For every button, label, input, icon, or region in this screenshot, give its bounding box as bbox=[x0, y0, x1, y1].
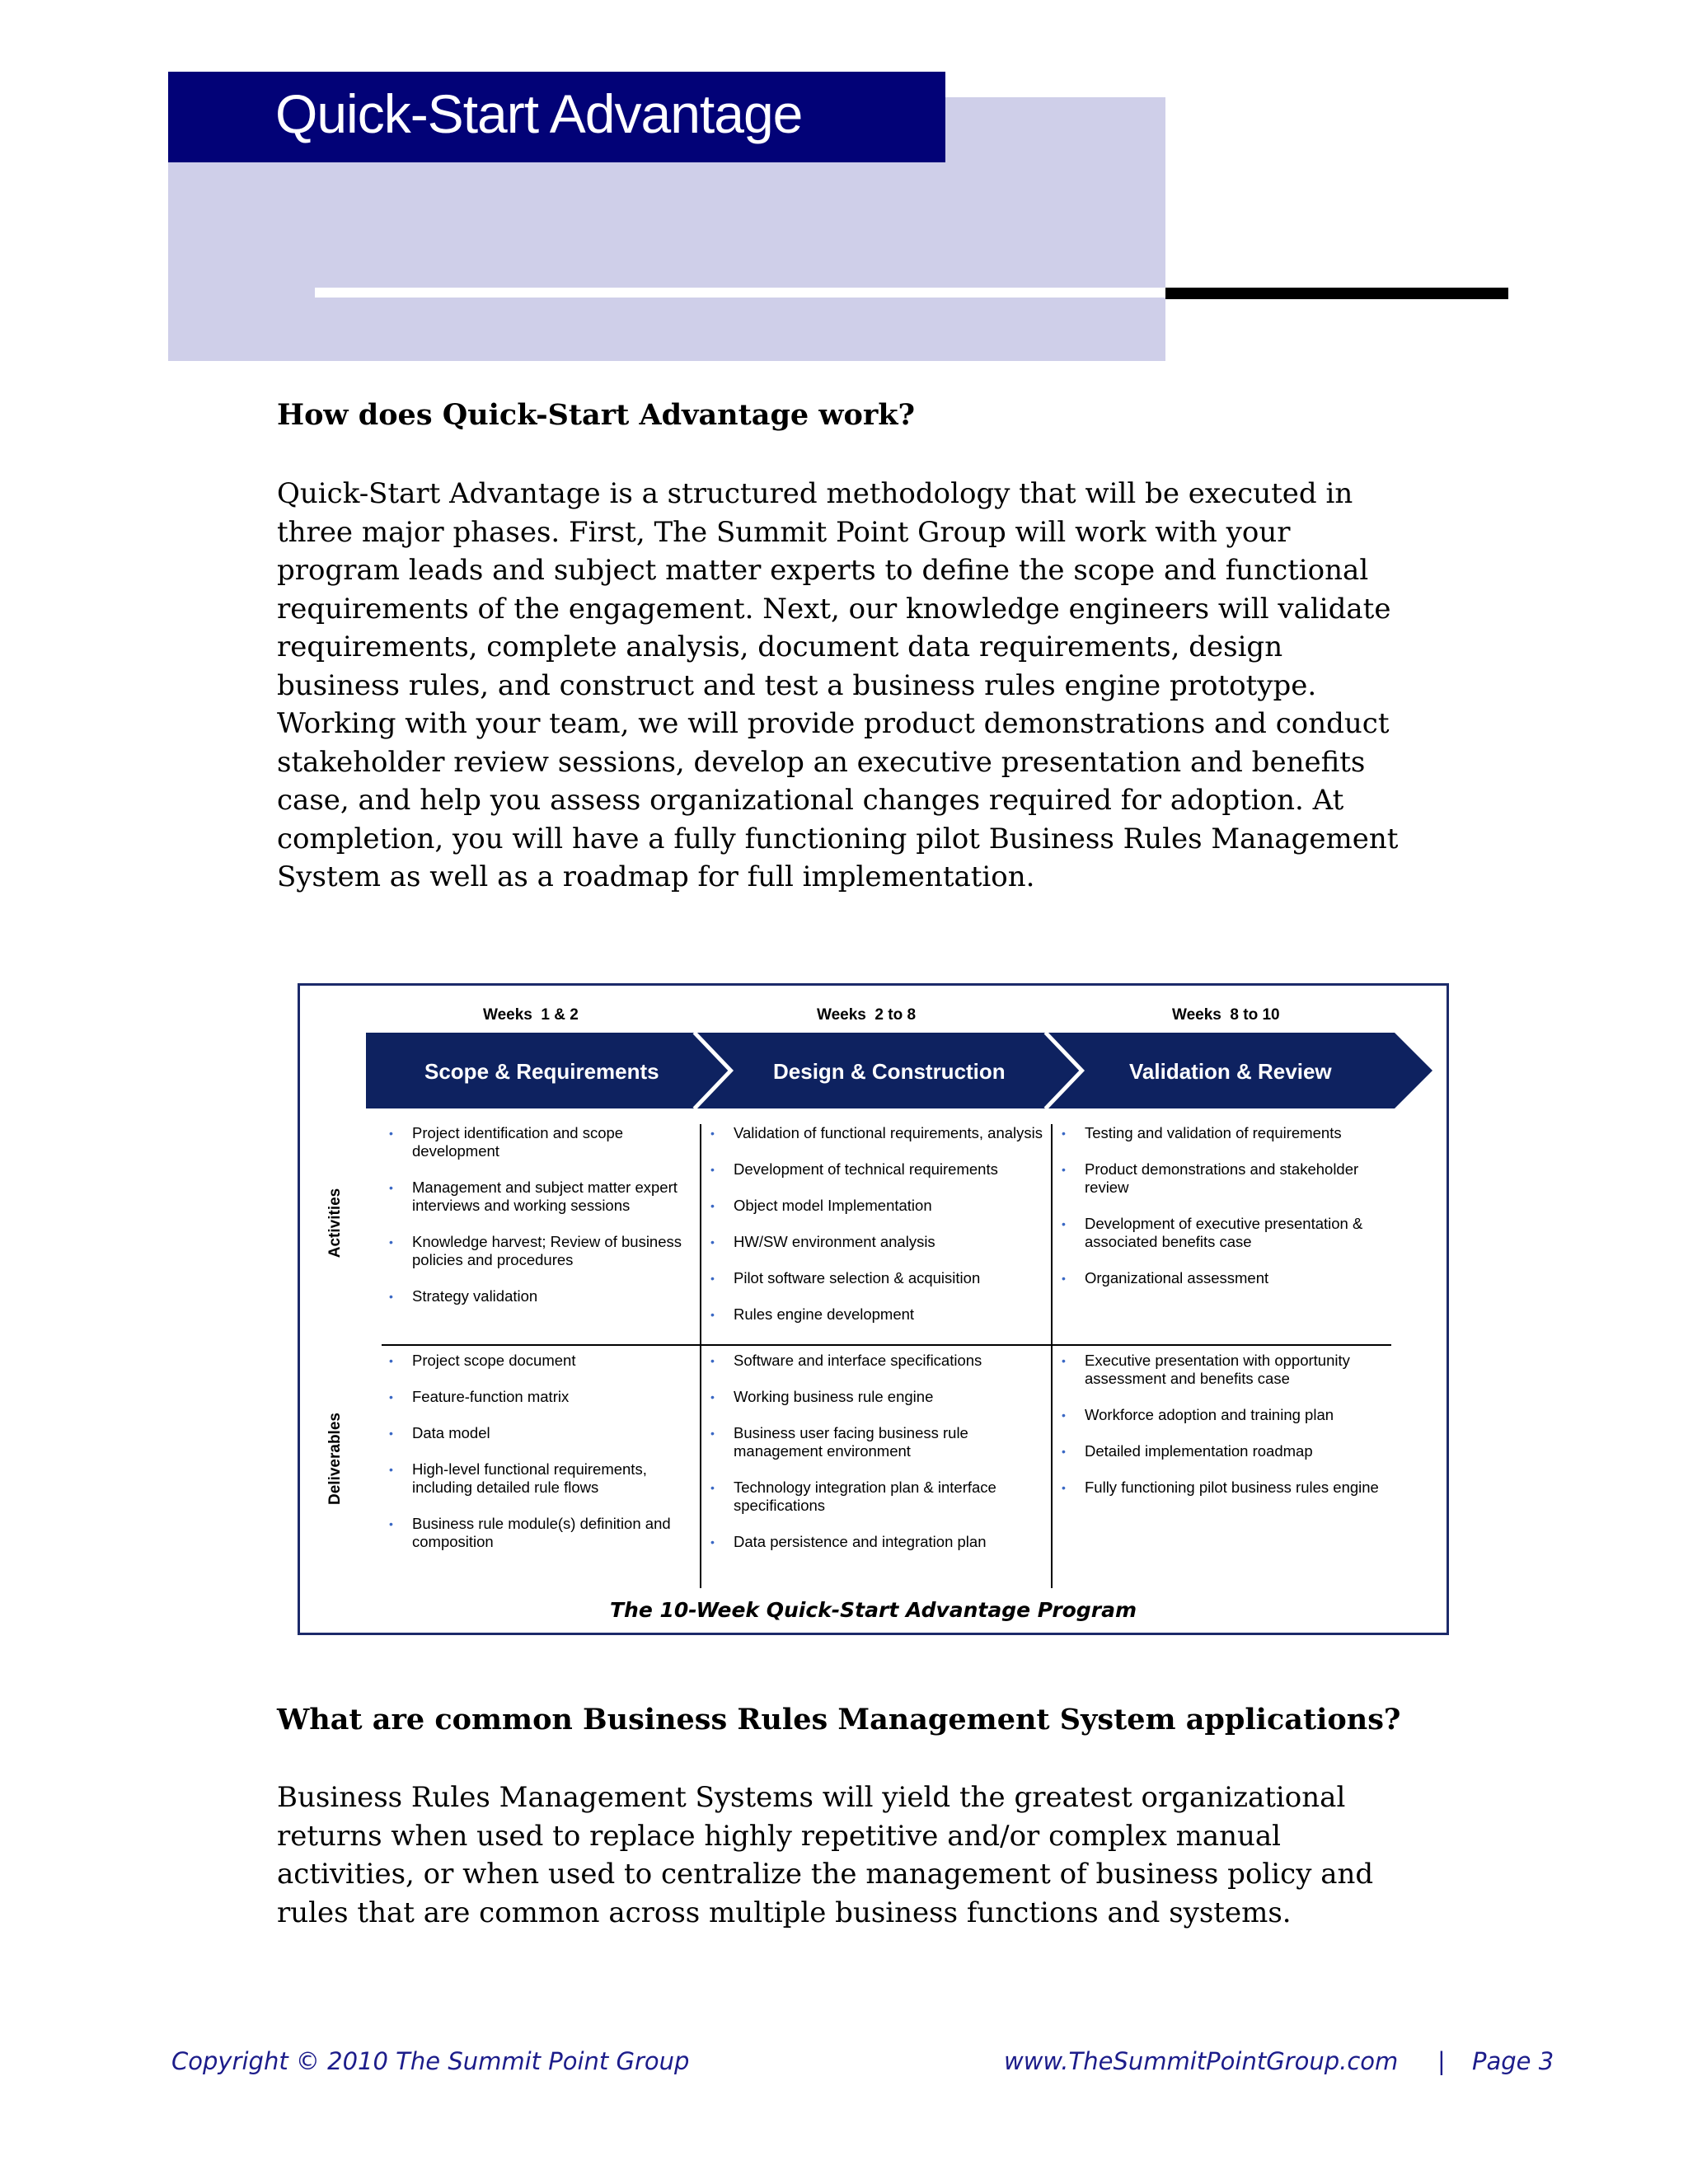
phase-label-design: Design & Construction bbox=[773, 1059, 1006, 1084]
weeks-label-phase-3: Weeks 8 to 10 bbox=[1172, 1006, 1280, 1024]
list-item: • Business user facing business rule management environment bbox=[704, 1424, 1046, 1460]
paragraph-line: Working with your team, we will provide product demonstrations and conduct bbox=[277, 707, 1390, 740]
program-diagram bbox=[298, 983, 1449, 1635]
list-item: • Organizational assessment bbox=[1055, 1269, 1381, 1287]
list-item: • Project identification and scope development bbox=[382, 1124, 696, 1160]
paragraph-line: returns when used to replace highly repetitive and/or complex manual bbox=[277, 1819, 1282, 1853]
diagram-caption: The 10-Week Quick-Start Advantage Program bbox=[609, 1598, 1137, 1622]
list-item: • Technology integration plan & interface specifications bbox=[704, 1479, 1046, 1515]
list-item: • Feature-function matrix bbox=[382, 1388, 696, 1406]
list-item: • Rules engine development bbox=[704, 1305, 1046, 1324]
paragraph-line: business rules, and construct and test a business rules engine prototype. bbox=[277, 668, 1317, 702]
weeks-label-phase-2: Weeks 2 to 8 bbox=[817, 1006, 917, 1024]
paragraph-line: activities, or when used to centralize the management of business policy and bbox=[277, 1858, 1374, 1891]
header-rule-black bbox=[1165, 288, 1508, 299]
list-item: • Knowledge harvest; Review of business policies and procedures bbox=[382, 1233, 696, 1269]
section-paragraph-how-it-works bbox=[277, 475, 1497, 897]
list-item: • Product demonstrations and stakeholder review bbox=[1055, 1160, 1381, 1197]
list-item: • Data persistence and integration plan bbox=[704, 1533, 1046, 1551]
paragraph-line: stakeholder review sessions, develop an executive presentation and benefits bbox=[277, 745, 1366, 779]
list-item: • Software and interface specifications bbox=[704, 1352, 1046, 1370]
section-heading-how-it-works: How does Quick-Start Advantage work? bbox=[277, 398, 916, 432]
footer-separator: | bbox=[1437, 2047, 1446, 2075]
paragraph-line: Business Rules Management Systems will yield the greatest organizational bbox=[277, 1781, 1346, 1814]
list-item: • HW/SW environment analysis bbox=[704, 1233, 1046, 1251]
list-item: • Fully functioning pilot business rules engine bbox=[1055, 1479, 1381, 1497]
paragraph-line: requirements of the engagement. Next, our knowledge engineers will validate bbox=[277, 592, 1391, 626]
list-item: • Development of executive presentation & associated benefits case bbox=[1055, 1215, 1381, 1251]
paragraph-line: Quick-Start Advantage is a structured methodology that will be executed in bbox=[277, 477, 1353, 510]
paragraph-line: rules that are common across multiple business functions and systems. bbox=[277, 1896, 1292, 1929]
weeks-label-phase-1: Weeks 1 & 2 bbox=[483, 1006, 579, 1024]
row-divider bbox=[382, 1344, 1391, 1346]
column-divider-2 bbox=[1051, 1124, 1053, 1588]
list-item: • Detailed implementation roadmap bbox=[1055, 1442, 1381, 1460]
deliverables-column-validation bbox=[1055, 1352, 1381, 1515]
row-label-activities: Activities bbox=[326, 1188, 344, 1258]
activities-column-validation bbox=[1055, 1124, 1381, 1305]
list-item: • Working business rule engine bbox=[704, 1388, 1046, 1406]
activities-column-design bbox=[704, 1124, 1046, 1342]
paragraph-line: completion, you will have a fully functioning pilot Business Rules Management bbox=[277, 822, 1399, 855]
paragraph-line: program leads and subject matter experts to define the scope and functional bbox=[277, 554, 1369, 587]
deliverables-column-design bbox=[704, 1352, 1046, 1569]
row-label-deliverables: Deliverables bbox=[326, 1413, 344, 1505]
list-item: • High-level functional requirements, including detailed rule flows bbox=[382, 1460, 696, 1497]
footer-page-number: Page 3 bbox=[1472, 2047, 1554, 2075]
list-item: • Workforce adoption and training plan bbox=[1055, 1406, 1381, 1424]
list-item: • Management and subject matter expert interviews and working sessions bbox=[382, 1179, 696, 1215]
phase-label-scope: Scope & Requirements bbox=[424, 1059, 659, 1084]
footer-website: www.TheSummitPointGroup.com bbox=[1004, 2047, 1399, 2075]
list-item: • Project scope document bbox=[382, 1352, 696, 1370]
deliverables-column-scope bbox=[382, 1352, 696, 1569]
list-item: • Data model bbox=[382, 1424, 696, 1442]
page-title: Quick-Start Advantage bbox=[275, 83, 803, 144]
column-divider-1 bbox=[700, 1124, 701, 1588]
list-item: • Pilot software selection & acquisition bbox=[704, 1269, 1046, 1287]
activities-column-scope bbox=[382, 1124, 696, 1324]
section-heading-applications: What are common Business Rules Management System applications? bbox=[277, 1703, 1401, 1736]
paragraph-line: requirements, complete analysis, document data requirements, design bbox=[277, 630, 1283, 663]
list-item: • Strategy validation bbox=[382, 1287, 696, 1305]
list-item: • Object model Implementation bbox=[704, 1197, 1046, 1215]
footer-copyright: Copyright © 2010 The Summit Point Group bbox=[171, 2047, 690, 2075]
phase-label-validation: Validation & Review bbox=[1129, 1059, 1332, 1084]
paragraph-line: case, and help you assess organizational changes required for adoption. At bbox=[277, 784, 1344, 817]
list-item: • Development of technical requirements bbox=[704, 1160, 1046, 1179]
header-rule-white bbox=[315, 288, 1165, 298]
list-item: • Validation of functional requirements, analysis bbox=[704, 1124, 1046, 1142]
list-item: • Executive presentation with opportunity assessment and benefits case bbox=[1055, 1352, 1381, 1388]
section-paragraph-applications bbox=[277, 1779, 1497, 1932]
paragraph-line: System as well as a roadmap for full implementation. bbox=[277, 860, 1035, 893]
list-item: • Business rule module(s) definition and composition bbox=[382, 1515, 696, 1551]
list-item: • Testing and validation of requirements bbox=[1055, 1124, 1381, 1142]
paragraph-line: three major phases. First, The Summit Point Group will work with your bbox=[277, 515, 1291, 549]
